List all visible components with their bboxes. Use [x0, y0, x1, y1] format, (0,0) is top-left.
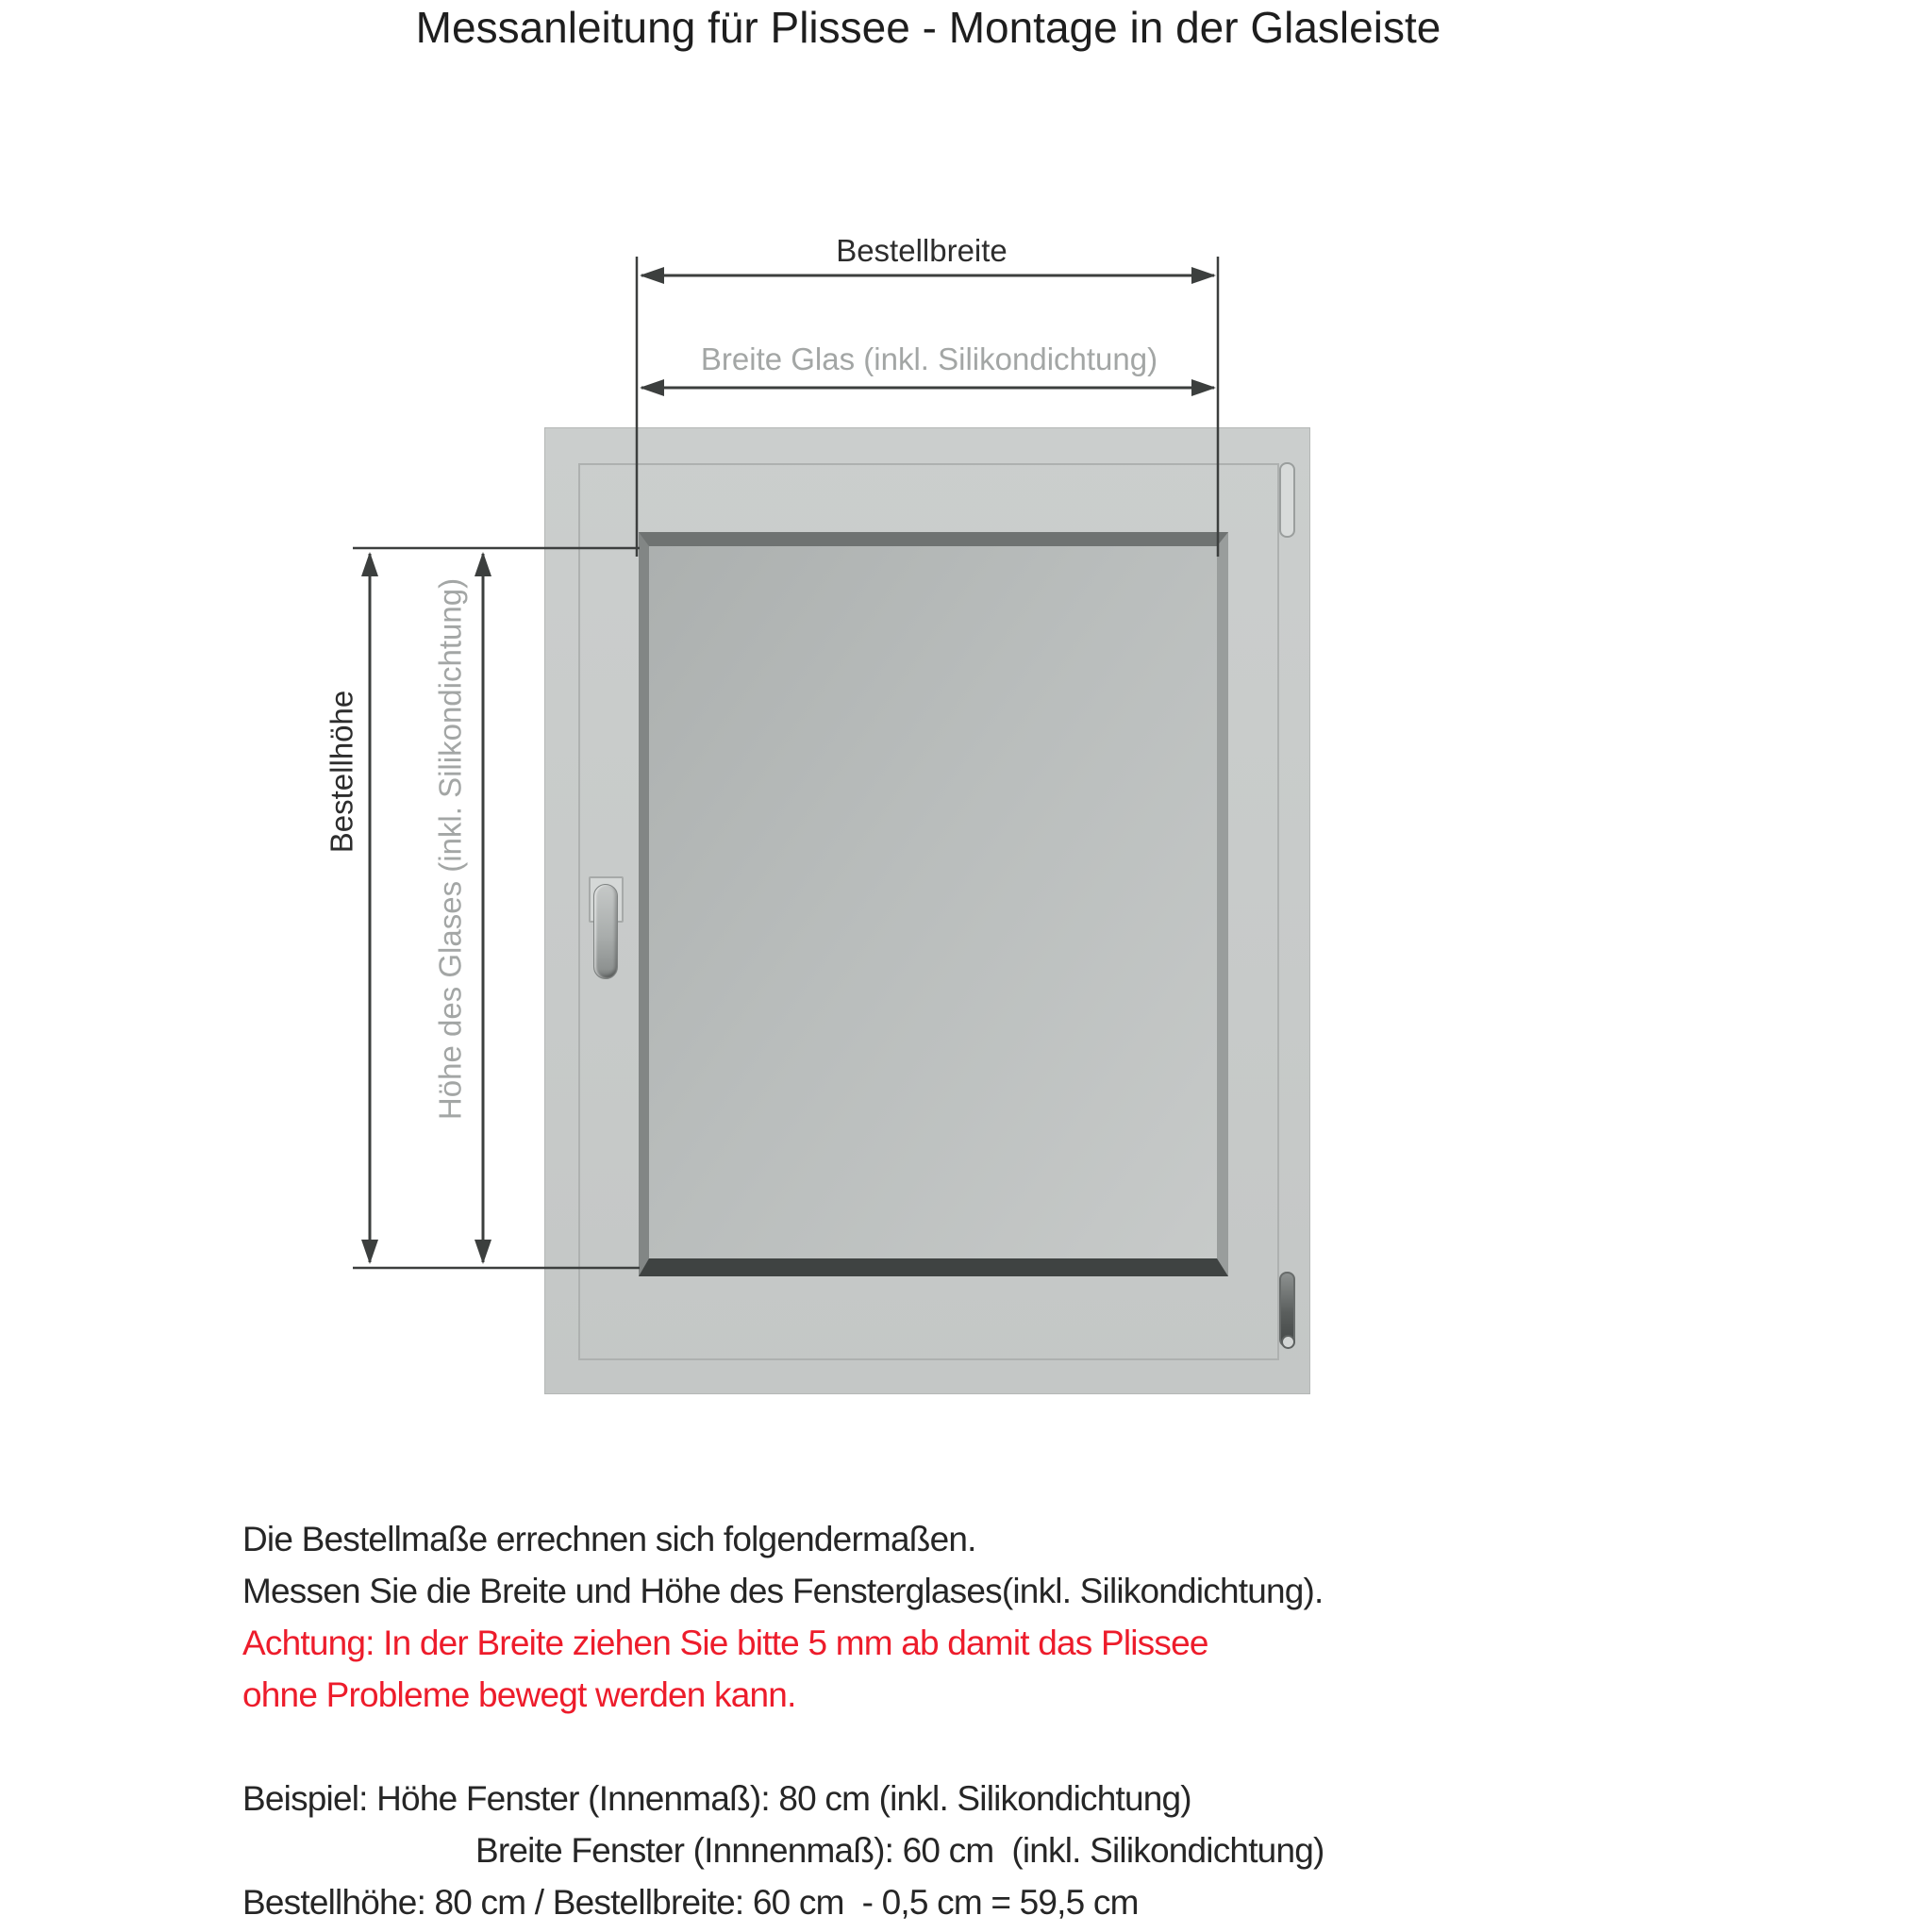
label-hoehe-glas: Höhe des Glases (inkl. Silikondichtung)	[432, 577, 468, 1121]
instruction-line-1: Die Bestellmaße errechnen sich folgendermaßen.	[242, 1520, 976, 1558]
label-breite-glas: Breite Glas (inkl. Silikondichtung)	[700, 341, 1158, 376]
example-line-1: Beispiel: Höhe Fenster (Innenmaß): 80 cm (inkl. Silikondichtung)	[242, 1779, 1191, 1818]
warning-line-2: ohne Probleme bewegt werden kann.	[242, 1675, 796, 1714]
warning-line-1: Achtung: In der Breite ziehen Sie bitte 5 mm ab damit das Plissee	[242, 1624, 1208, 1662]
label-bestellbreite: Bestellbreite	[836, 233, 1008, 268]
label-bestellhoehe: Bestellhöhe	[324, 690, 359, 854]
instruction-line-2: Messen Sie die Breite und Höhe des Fensterglases(inkl. Silikondichtung).	[242, 1572, 1324, 1610]
example-line-3: Bestellhöhe: 80 cm / Bestellbreite: 60 cm - 0,5 cm = 59,5 cm	[242, 1883, 1139, 1922]
example-line-2: Breite Fenster (Innnenmaß): 60 cm (inkl. Silikondichtung)	[475, 1831, 1324, 1870]
page-title: Messanleitung für Plissee - Montage in der Glasleiste	[415, 3, 1441, 52]
